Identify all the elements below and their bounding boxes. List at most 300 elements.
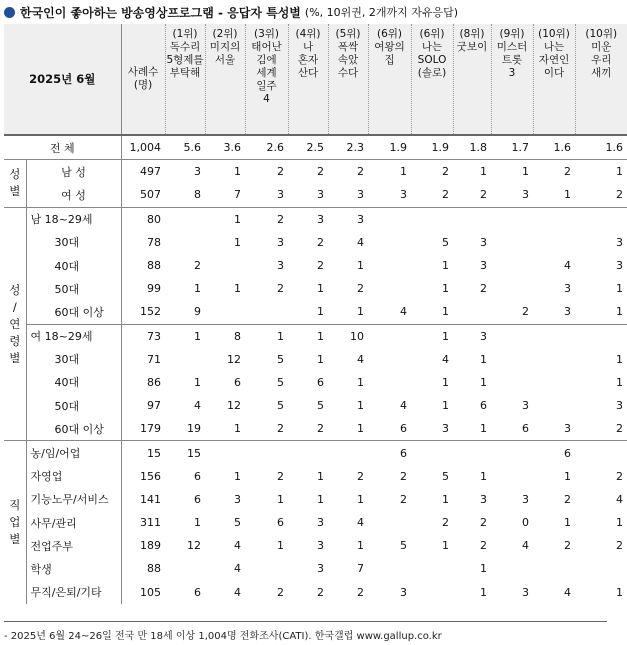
value-cell <box>533 394 575 417</box>
value-cell: 1 <box>616 585 624 599</box>
value-cell: 12 <box>227 399 242 413</box>
sample-size-cell: 97 <box>121 394 165 417</box>
value-cell: 1 <box>442 539 450 553</box>
program-name: 굿보이 <box>456 41 488 53</box>
row-label: 남 18~29세 <box>26 207 121 231</box>
title-bullet-icon <box>4 7 15 18</box>
value-cell <box>245 300 288 324</box>
program-rank: (9위) <box>499 28 525 40</box>
value-cell: 3 <box>400 585 408 599</box>
value-cell <box>165 231 205 254</box>
table-row <box>4 534 627 557</box>
sample-size-cell: 99 <box>121 277 165 300</box>
value-cell: 1 <box>357 492 365 506</box>
row-label: 60대 이상 <box>54 305 104 319</box>
value-cell: 2 <box>277 585 285 599</box>
value-cell: 6 <box>533 441 575 465</box>
program-header <box>411 24 453 135</box>
value-cell: 4 <box>400 305 408 319</box>
value-cell: 6 <box>480 399 488 413</box>
value-cell: 3 <box>564 282 572 296</box>
row-label: 40대 <box>54 259 80 273</box>
group-label: 성 / 연 령 별 <box>4 207 26 441</box>
value-cell: 0 <box>522 516 530 530</box>
value-cell: 1 <box>564 188 572 202</box>
value-cell: 3 <box>616 235 624 249</box>
row-label: 40대 <box>54 376 80 390</box>
sample-size-cell: 88 <box>121 557 165 580</box>
value-cell: 2 <box>317 235 325 249</box>
value-cell: 3 <box>522 492 530 506</box>
row-label: 여 18~29세 <box>26 324 121 348</box>
value-cell: 3 <box>522 188 530 202</box>
value-cell: 1 <box>442 305 450 319</box>
row-label: 사무/관리 <box>30 516 77 530</box>
value-cell: 4 <box>442 352 450 366</box>
program-rank: (10위) <box>538 28 570 40</box>
value-cell: 9 <box>194 305 202 319</box>
table-row-total <box>4 135 627 160</box>
value-cell: 1 <box>234 469 242 483</box>
value-cell: 1 <box>616 375 624 389</box>
value-cell <box>368 207 411 231</box>
value-cell: 1 <box>575 160 627 184</box>
value-cell: 8 <box>194 188 202 202</box>
program-rank: (6위) <box>377 28 403 40</box>
value-cell <box>328 441 368 465</box>
value-cell: 1 <box>480 422 488 436</box>
value-cell: 2 <box>357 282 365 296</box>
value-cell: 4 <box>564 585 572 599</box>
program-name: 태어난 김에 세계 일주 4 <box>251 41 282 105</box>
value-cell: 3 <box>442 422 450 436</box>
value-cell: 2.6 <box>245 135 288 160</box>
value-cell: 1 <box>205 160 245 184</box>
value-cell: 12 <box>187 539 202 553</box>
value-cell: 3 <box>616 259 624 273</box>
value-cell <box>368 254 411 277</box>
value-cell: 3 <box>317 539 325 553</box>
value-cell: 3.6 <box>205 135 245 160</box>
row-label: 60대 이상 <box>54 422 104 436</box>
value-cell: 1 <box>357 422 365 436</box>
value-cell: 1 <box>480 585 488 599</box>
value-cell: 1 <box>245 324 288 348</box>
value-cell: 3 <box>564 422 572 436</box>
program-rank: (6위) <box>419 28 445 40</box>
value-cell: 4 <box>194 399 202 413</box>
value-cell <box>575 324 627 348</box>
value-cell: 1 <box>480 352 488 366</box>
sample-size-cell: 73 <box>121 324 165 348</box>
title-note: (%, 10위권, 2개까지 자유응답) <box>304 6 459 19</box>
value-cell <box>533 207 575 231</box>
value-cell <box>368 371 411 394</box>
value-cell: 2.5 <box>288 135 328 160</box>
value-cell <box>245 557 288 580</box>
value-cell: 2 <box>245 207 288 231</box>
program-name: 나는 SOLO (솔로) <box>417 41 447 79</box>
value-cell: 1 <box>194 375 202 389</box>
program-name: 나는 자연인 이다 <box>538 41 570 79</box>
value-cell: 5.6 <box>165 135 205 160</box>
value-cell: 5 <box>442 469 450 483</box>
sample-size-cell: 86 <box>121 371 165 394</box>
value-cell: 1 <box>491 160 533 184</box>
value-cell: 1 <box>564 469 572 483</box>
row-label: 30대 <box>54 353 80 367</box>
row-label: 무직/은퇴/기타 <box>30 586 102 600</box>
value-cell: 4 <box>234 585 242 599</box>
value-cell: 3 <box>317 562 325 576</box>
title-text: 한국인이 좋아하는 방송영상프로그램 - 응답자 특성별 <box>20 5 301 20</box>
row-label: 자영업 <box>30 470 63 484</box>
program-header <box>288 24 328 135</box>
value-cell: 4 <box>400 399 408 413</box>
value-cell: 1 <box>357 375 365 389</box>
program-header <box>533 24 575 135</box>
table-row <box>4 231 627 254</box>
value-cell: 1.6 <box>533 135 575 160</box>
value-cell: 2 <box>400 492 408 506</box>
sample-size-cell: 179 <box>121 417 165 441</box>
value-cell <box>533 348 575 371</box>
value-cell: 2 <box>616 469 624 483</box>
value-cell: 3 <box>522 585 530 599</box>
value-cell <box>491 465 533 488</box>
value-cell <box>453 207 491 231</box>
program-rank: (2위) <box>212 28 238 40</box>
value-cell: 1 <box>288 324 328 348</box>
row-label: 50대 <box>54 282 80 296</box>
header-sample-label: 사례수 (명) <box>127 66 159 91</box>
value-cell <box>491 277 533 300</box>
value-cell: 2 <box>194 259 202 273</box>
value-cell <box>411 557 453 580</box>
value-cell: 10 <box>328 324 368 348</box>
value-cell <box>575 557 627 580</box>
value-cell: 3 <box>400 188 408 202</box>
value-cell: 1 <box>317 352 325 366</box>
value-cell: 2 <box>442 516 450 530</box>
value-cell <box>165 557 205 580</box>
value-cell: 6 <box>234 375 242 389</box>
survey-table <box>4 24 627 604</box>
value-cell <box>575 441 627 465</box>
value-cell <box>205 300 245 324</box>
header-date: 2025년 6월 <box>4 24 121 135</box>
value-cell: 2 <box>357 469 365 483</box>
program-name: 독수리 5형제를 부탁해 <box>166 41 204 79</box>
value-cell: 2 <box>616 188 624 202</box>
value-cell: 4 <box>564 259 572 273</box>
value-cell: 1.9 <box>368 135 411 160</box>
row-label: 학생 <box>30 562 52 576</box>
value-cell: 2 <box>317 585 325 599</box>
header-sample-size <box>121 24 165 135</box>
program-name: 미지의 서울 <box>209 41 241 66</box>
value-cell <box>368 557 411 580</box>
value-cell: 5 <box>400 539 408 553</box>
sample-size-cell: 311 <box>121 511 165 534</box>
sample-size-cell: 497 <box>121 160 165 184</box>
program-header <box>165 24 205 135</box>
program-rank: (5위) <box>335 28 361 40</box>
value-cell <box>533 324 575 348</box>
table-row <box>4 417 627 441</box>
value-cell: 5 <box>277 352 285 366</box>
value-cell: 6 <box>368 441 411 465</box>
value-cell: 2 <box>317 259 325 273</box>
sample-size-cell: 507 <box>121 183 165 207</box>
program-header <box>491 24 533 135</box>
table-row <box>4 581 627 604</box>
value-cell: 4 <box>357 235 365 249</box>
row-label: 30대 <box>54 236 80 250</box>
value-cell: 2 <box>480 188 488 202</box>
sample-size-cell: 1,004 <box>121 135 165 160</box>
value-cell: 3 <box>277 259 285 273</box>
value-cell: 6 <box>522 422 530 436</box>
value-cell: 1 <box>357 259 365 273</box>
value-cell: 1 <box>357 399 365 413</box>
value-cell: 1 <box>442 492 450 506</box>
value-cell: 3 <box>277 235 285 249</box>
value-cell: 2 <box>564 539 572 553</box>
value-cell: 1 <box>442 259 450 273</box>
sample-size-cell: 78 <box>121 231 165 254</box>
table-row <box>4 207 627 231</box>
value-cell <box>533 557 575 580</box>
value-cell: 2 <box>245 160 288 184</box>
value-cell: 1 <box>194 516 202 530</box>
value-cell: 1 <box>480 375 488 389</box>
sample-size-cell: 189 <box>121 534 165 557</box>
report-title <box>4 3 458 21</box>
value-cell: 1 <box>277 492 285 506</box>
value-cell: 1 <box>234 235 242 249</box>
value-cell: 6 <box>194 585 202 599</box>
program-header <box>245 24 288 135</box>
table-row <box>4 394 627 417</box>
value-cell <box>411 581 453 604</box>
value-cell: 4 <box>234 562 242 576</box>
value-cell <box>491 231 533 254</box>
row-label: 50대 <box>54 399 80 413</box>
value-cell: 4 <box>616 492 624 506</box>
value-cell: 4 <box>357 352 365 366</box>
value-cell: 3 <box>453 324 491 348</box>
value-cell: 3 <box>564 305 572 319</box>
value-cell: 1 <box>480 469 488 483</box>
value-cell <box>533 231 575 254</box>
value-cell: 1 <box>442 282 450 296</box>
sample-size-cell: 88 <box>121 254 165 277</box>
value-cell: 1 <box>616 305 624 319</box>
program-header <box>453 24 491 135</box>
value-cell: 1 <box>165 324 205 348</box>
value-cell <box>368 231 411 254</box>
value-cell: 15 <box>165 441 205 465</box>
group-label: 성 별 <box>4 160 26 207</box>
value-cell: 6 <box>400 422 408 436</box>
program-name: 여왕의 집 <box>374 41 405 66</box>
value-cell: 1 <box>357 539 365 553</box>
value-cell: 19 <box>187 422 202 436</box>
program-rank: (4위) <box>295 28 321 40</box>
value-cell: 2 <box>277 422 285 436</box>
value-cell <box>491 371 533 394</box>
table-row <box>4 160 627 184</box>
value-cell: 1.6 <box>575 135 627 160</box>
value-cell: 1 <box>411 324 453 348</box>
table-row <box>4 348 627 371</box>
value-cell: 2 <box>357 585 365 599</box>
value-cell: 2 <box>564 492 572 506</box>
value-cell: 2 <box>480 539 488 553</box>
table-row <box>4 324 627 348</box>
value-cell <box>368 277 411 300</box>
value-cell: 4 <box>357 516 365 530</box>
value-cell: 1 <box>357 305 365 319</box>
value-cell <box>245 441 288 465</box>
program-header <box>205 24 245 135</box>
value-cell: 5 <box>317 399 325 413</box>
sample-size-cell: 152 <box>121 300 165 324</box>
value-cell: 6 <box>317 375 325 389</box>
program-header <box>368 24 411 135</box>
value-cell: 7 <box>357 562 365 576</box>
sample-size-cell: 80 <box>121 207 165 231</box>
value-cell: 1 <box>480 562 488 576</box>
value-cell: 1 <box>442 399 450 413</box>
table-row <box>4 254 627 277</box>
value-cell: 5 <box>234 516 242 530</box>
program-name: 미운 우리 새끼 <box>591 41 612 79</box>
value-cell <box>491 557 533 580</box>
program-name: 미스터 트롯 3 <box>496 41 528 79</box>
program-name: 폭싹 속았 수다 <box>337 41 359 79</box>
value-cell: 3 <box>234 492 242 506</box>
value-cell: 2 <box>277 282 285 296</box>
table-bottom-rule <box>4 621 607 622</box>
value-cell: 1 <box>616 352 624 366</box>
value-cell: 1 <box>234 282 242 296</box>
value-cell: 2 <box>288 160 328 184</box>
value-cell: 1 <box>368 160 411 184</box>
sample-size-cell: 105 <box>121 581 165 604</box>
value-cell <box>491 348 533 371</box>
value-cell <box>165 348 205 371</box>
value-cell: 1 <box>453 160 491 184</box>
value-cell <box>533 371 575 394</box>
group-label: 직 업 별 <box>4 441 26 604</box>
value-cell: 3 <box>288 207 328 231</box>
value-cell: 4 <box>522 539 530 553</box>
table-row <box>4 277 627 300</box>
value-cell <box>491 207 533 231</box>
value-cell <box>453 300 491 324</box>
value-cell: 1.8 <box>453 135 491 160</box>
value-cell <box>453 441 491 465</box>
table-row <box>4 441 627 465</box>
program-name: 나 혼자 산다 <box>297 41 319 79</box>
footer-note: - 2025년 6월 24~26일 전국 만 18세 이상 1,004명 전화조사(CATI). 한국갤럽 www.gallup.co.kr <box>4 631 442 642</box>
value-cell: 3 <box>328 207 368 231</box>
program-rank: (8위) <box>459 28 485 40</box>
value-cell <box>491 254 533 277</box>
value-cell: 6 <box>277 516 285 530</box>
program-header <box>575 24 627 135</box>
table-row <box>4 557 627 580</box>
row-label: 남 성 <box>26 160 121 184</box>
value-cell: 3 <box>277 188 285 202</box>
row-label-total: 전 체 <box>4 135 121 160</box>
value-cell: 6 <box>194 469 202 483</box>
row-label: 전업주부 <box>30 539 74 553</box>
header-row <box>4 24 627 135</box>
value-cell: 2 <box>616 539 624 553</box>
value-cell: 1 <box>616 282 624 296</box>
value-cell: 2 <box>328 160 368 184</box>
table-row <box>4 465 627 488</box>
value-cell: 2 <box>480 516 488 530</box>
row-label: 농/임/어업 <box>26 441 121 465</box>
value-cell: 1 <box>442 375 450 389</box>
row-label: 여 성 <box>61 188 86 202</box>
value-cell: 2.3 <box>328 135 368 160</box>
value-cell: 5 <box>277 375 285 389</box>
sample-size-cell: 15 <box>121 441 165 465</box>
value-cell: 2 <box>317 422 325 436</box>
value-cell <box>411 441 453 465</box>
value-cell: 2 <box>400 469 408 483</box>
value-cell <box>205 441 245 465</box>
value-cell <box>491 441 533 465</box>
value-cell: 1 <box>234 422 242 436</box>
sample-size-cell: 156 <box>121 465 165 488</box>
value-cell: 1 <box>317 282 325 296</box>
value-cell: 3 <box>480 235 488 249</box>
value-cell: 2 <box>616 422 624 436</box>
value-cell: 8 <box>205 324 245 348</box>
value-cell: 2 <box>277 469 285 483</box>
value-cell: 2 <box>533 160 575 184</box>
value-cell <box>368 324 411 348</box>
value-cell: 3 <box>480 259 488 273</box>
value-cell: 5 <box>277 399 285 413</box>
value-cell: 1.7 <box>491 135 533 160</box>
table-row <box>4 300 627 324</box>
value-cell: 1 <box>205 207 245 231</box>
value-cell: 3 <box>317 188 325 202</box>
value-cell: 3 <box>357 188 365 202</box>
value-cell: 1 <box>317 305 325 319</box>
table-row <box>4 511 627 534</box>
value-cell: 2 <box>442 188 450 202</box>
value-cell: 1 <box>317 469 325 483</box>
table-row <box>4 183 627 207</box>
value-cell: 1.9 <box>411 135 453 160</box>
row-label: 기능노무/서비스 <box>30 493 109 507</box>
value-cell: 4 <box>234 539 242 553</box>
program-rank: (1위) <box>172 28 198 40</box>
value-cell: 7 <box>234 188 242 202</box>
value-cell: 6 <box>194 492 202 506</box>
value-cell <box>368 348 411 371</box>
table-row <box>4 371 627 394</box>
program-rank: (3위) <box>254 28 280 40</box>
